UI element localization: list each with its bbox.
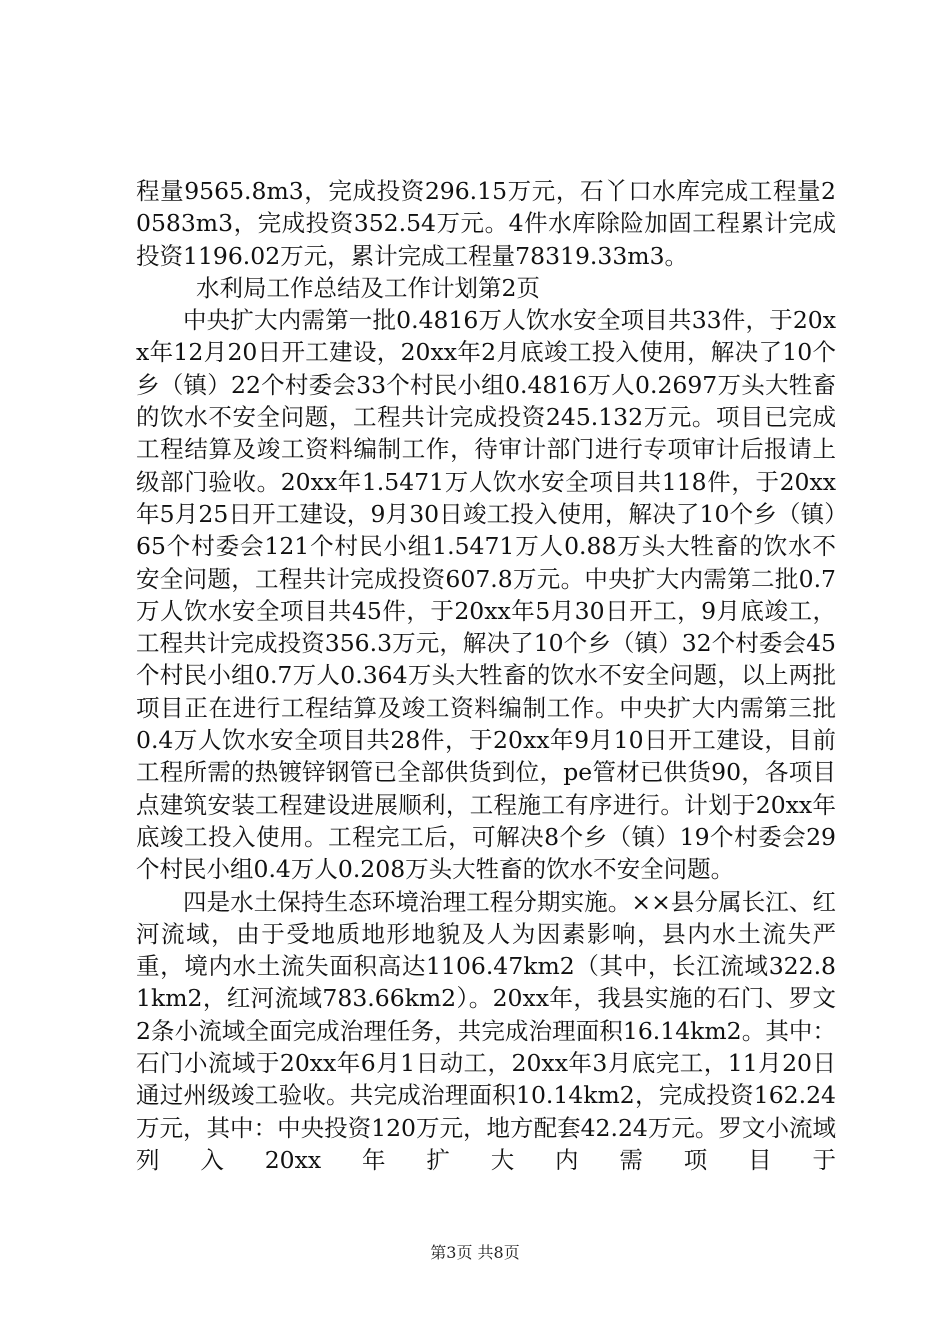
paragraph-soil-conservation: 四是水土保持生态环境治理工程分期实施。××县分属长江、红河流域，由于受地质地形地貌及人为因素影响，县内水土流失严重，境内水土流失面积高达1106.47km2（其中，长江流域322.81km2，红河流域783.66km2）。20xx年，我县实施的石门、罗文2条小流域全面完成治理任务，共完成治理面积16.14km2。其中：石门小流域于20xx年6月1日动工，20xx年3月底完工，11月20日通过州级竣工验收。共完成治理面积10.14km2，完成投资162.24万元，其中：中央投资120万元，地方配套42.24万元。罗文小流域列入20xx年扩大内需项目于 <box>136 887 836 1174</box>
paragraph-reservoir-summary: 程量9565.8m3，完成投资296.15万元，石丫口水库完成工程量20583m3，完成投资352.54万元。4件水库除险加固工程累计完成投资1196.02万元，累计完成工程量78319.33m3。 <box>136 177 836 270</box>
section-heading: 水利局工作总结及工作计划第2页 <box>196 273 540 302</box>
page-number: 第3页 共8页 <box>430 1243 520 1262</box>
paragraph-drinking-water: 中央扩大内需第一批0.4816万人饮水安全项目共33件，于20xx年12月20日开工建设，20xx年2月底竣工投入使用，解决了10个乡（镇）22个村委会33个村民小组0.4816万人0.2697万头大牲畜的饮水不安全问题，工程共计完成投资245.132万元。项目已完成工程结算及竣工资料编制工作，待审计部门进行专项审计后报请上级部门验收。20xx年1.5471万人饮水安全项目共118件，于20xx年5月25日开工建设，9月30日竣工投入使用，解决了10个乡（镇）65个村委会121个村民小组1.5471万人0.88万头大牲畜的饮水不安全问题，工程共计完成投资607.8万元。中央扩大内需第二批0.7万人饮水安全项目共45件，于20xx年5月30日开工，9月底竣工，工程共计完成投资356.3万元，解决了10个乡（镇）32个村委会45个村民小组0.7万人0.364万头大牲畜的饮水不安全问题，以上两批项目正在进行工程结算及竣工资料编制工作。中央扩大内需第三批0.4万人饮水安全项目共28件，于20xx年9月10日开工建设，目前工程所需的热镀锌钢管已全部供货到位，pe管材已供货90，各项目点建筑安装工程建设进展顺利，工程施工有序进行。计划于20xx年底竣工投入使用。工程完工后，可解决8个乡（镇）19个村委会29个村民小组0.4万人0.208万头大牲畜的饮水不安全问题。 <box>136 306 836 884</box>
document-body <box>136 175 836 1176</box>
